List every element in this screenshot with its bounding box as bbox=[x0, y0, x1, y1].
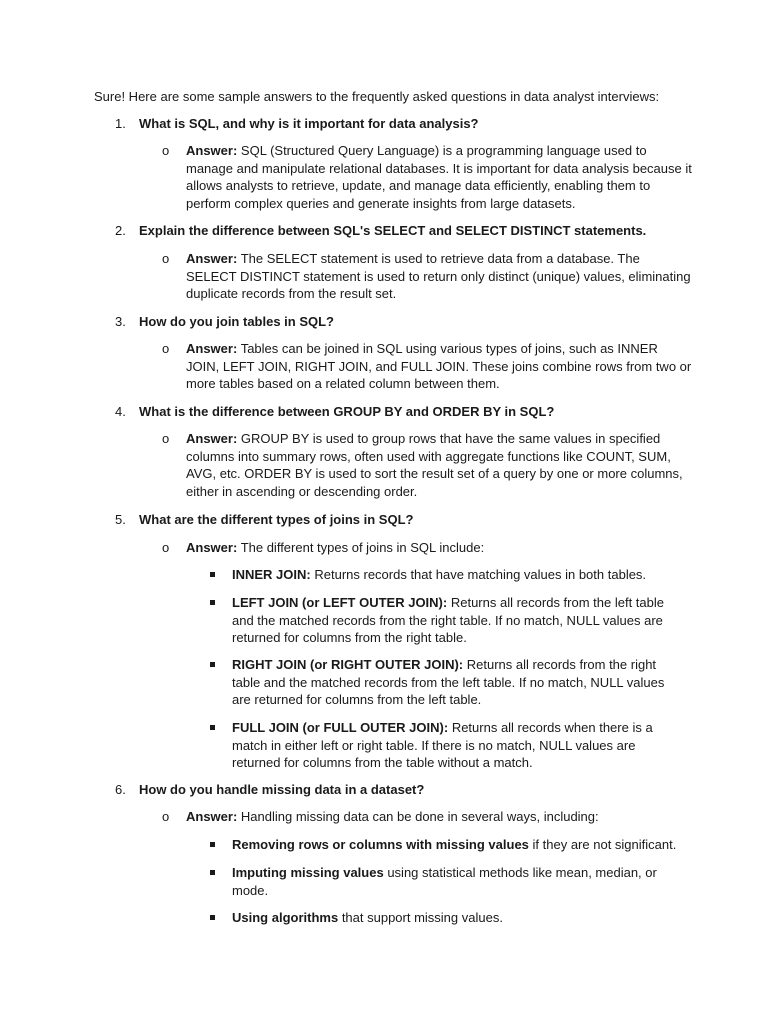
question-1 bbox=[115, 115, 479, 133]
answer-text: The different types of joins in SQL include: bbox=[240, 540, 485, 555]
question-2 bbox=[115, 222, 646, 240]
answer-marker: o bbox=[162, 809, 170, 824]
answer-text: GROUP BY is used to group rows that have the same values in specified columns into summary rows, often used with aggregate functions like COUNT, SUM, AVG, etc. ORDER BY is used to sort the result set of a query by one or more columns, either in ascending or descending order. bbox=[186, 431, 683, 499]
answer-marker: o bbox=[162, 540, 170, 555]
question-number: 5. bbox=[115, 512, 126, 527]
join-description: Returns all records when there is a match in either left or right table. If there is no match, NULL values are returned for columns from the table without a match. bbox=[232, 720, 653, 770]
method-term: Removing rows or columns with missing values bbox=[232, 837, 529, 852]
answer-5 bbox=[162, 539, 692, 557]
question-text: What are the different types of joins in SQL? bbox=[139, 512, 414, 527]
question-6 bbox=[115, 781, 424, 799]
join-term: INNER JOIN: bbox=[232, 567, 311, 582]
missing-data-method-impute bbox=[210, 864, 680, 899]
square-bullet-icon bbox=[210, 600, 215, 605]
question-text: What is the difference between GROUP BY and ORDER BY in SQL? bbox=[139, 404, 555, 419]
answer-label: Answer: bbox=[186, 251, 238, 266]
join-description: Returns all records from the right table and the matched records from the left table. If no match, NULL values are returned for columns from the left table. bbox=[232, 657, 665, 707]
question-number: 2. bbox=[115, 223, 126, 238]
question-number: 4. bbox=[115, 404, 126, 419]
answer-2 bbox=[162, 250, 692, 303]
answer-marker: o bbox=[162, 143, 170, 158]
join-description: Returns records that have matching values in both tables. bbox=[314, 567, 647, 582]
join-term: FULL JOIN (or FULL OUTER JOIN): bbox=[232, 720, 449, 735]
square-bullet-icon bbox=[210, 915, 215, 920]
join-description: Returns all records from the left table and the matched records from the right table. If no match, NULL values are returned for columns from the right table. bbox=[232, 595, 664, 645]
answer-marker: o bbox=[162, 251, 170, 266]
answer-4 bbox=[162, 430, 692, 500]
method-description: that support missing values. bbox=[341, 910, 503, 925]
join-type-inner bbox=[210, 566, 680, 584]
square-bullet-icon bbox=[210, 725, 215, 730]
answer-1 bbox=[162, 142, 692, 212]
missing-data-method-algorithms bbox=[210, 909, 680, 927]
question-number: 1. bbox=[115, 116, 126, 131]
answer-marker: o bbox=[162, 431, 170, 446]
answer-3 bbox=[162, 340, 692, 393]
answer-label: Answer: bbox=[186, 341, 238, 356]
question-text: How do you join tables in SQL? bbox=[139, 314, 334, 329]
answer-marker: o bbox=[162, 341, 170, 356]
question-5 bbox=[115, 511, 413, 529]
square-bullet-icon bbox=[210, 842, 215, 847]
answer-label: Answer: bbox=[186, 431, 238, 446]
answer-6 bbox=[162, 808, 692, 826]
question-text: How do you handle missing data in a dataset? bbox=[139, 782, 425, 797]
answer-text: Handling missing data can be done in several ways, including: bbox=[240, 809, 599, 824]
answer-text: SQL (Structured Query Language) is a programming language used to manage and manipulate relational databases. It is important for data analysis because it allows analysts to retrieve, update, and manage data efficiently, enabling them to perform complex queries and generate insights from large datasets. bbox=[186, 143, 692, 211]
missing-data-method-remove bbox=[210, 836, 680, 854]
join-type-full bbox=[210, 719, 680, 772]
question-text: What is SQL, and why is it important for data analysis? bbox=[139, 116, 479, 131]
intro-text: Sure! Here are some sample answers to the frequently asked questions in data analyst interviews: bbox=[94, 89, 660, 104]
answer-label: Answer: bbox=[186, 809, 238, 824]
square-bullet-icon bbox=[210, 870, 215, 875]
join-type-left bbox=[210, 594, 680, 647]
method-term: Imputing missing values bbox=[232, 865, 384, 880]
method-description: using statistical methods like mean, median, or mode. bbox=[232, 865, 657, 898]
question-4 bbox=[115, 403, 554, 421]
question-text: Explain the difference between SQL's SELECT and SELECT DISTINCT statements. bbox=[139, 223, 647, 238]
method-term: Using algorithms bbox=[232, 910, 339, 925]
answer-text: Tables can be joined in SQL using various types of joins, such as INNER JOIN, LEFT JOIN, RIGHT JOIN, and FULL JOIN. These joins combine rows from two or more tables based on a related column between them. bbox=[186, 341, 692, 391]
join-term: LEFT JOIN (or LEFT OUTER JOIN): bbox=[232, 595, 448, 610]
join-term: RIGHT JOIN (or RIGHT OUTER JOIN): bbox=[232, 657, 464, 672]
join-type-right bbox=[210, 656, 680, 709]
question-number: 6. bbox=[115, 782, 126, 797]
square-bullet-icon bbox=[210, 662, 215, 667]
question-3 bbox=[115, 313, 334, 331]
answer-text: The SELECT statement is used to retrieve data from a database. The SELECT DISTINCT statement is used to return only distinct (unique) values, eliminating duplicate records from the result set. bbox=[186, 251, 691, 301]
question-number: 3. bbox=[115, 314, 126, 329]
square-bullet-icon bbox=[210, 572, 215, 577]
answer-label: Answer: bbox=[186, 540, 238, 555]
answer-label: Answer: bbox=[186, 143, 238, 158]
method-description: if they are not significant. bbox=[532, 837, 677, 852]
